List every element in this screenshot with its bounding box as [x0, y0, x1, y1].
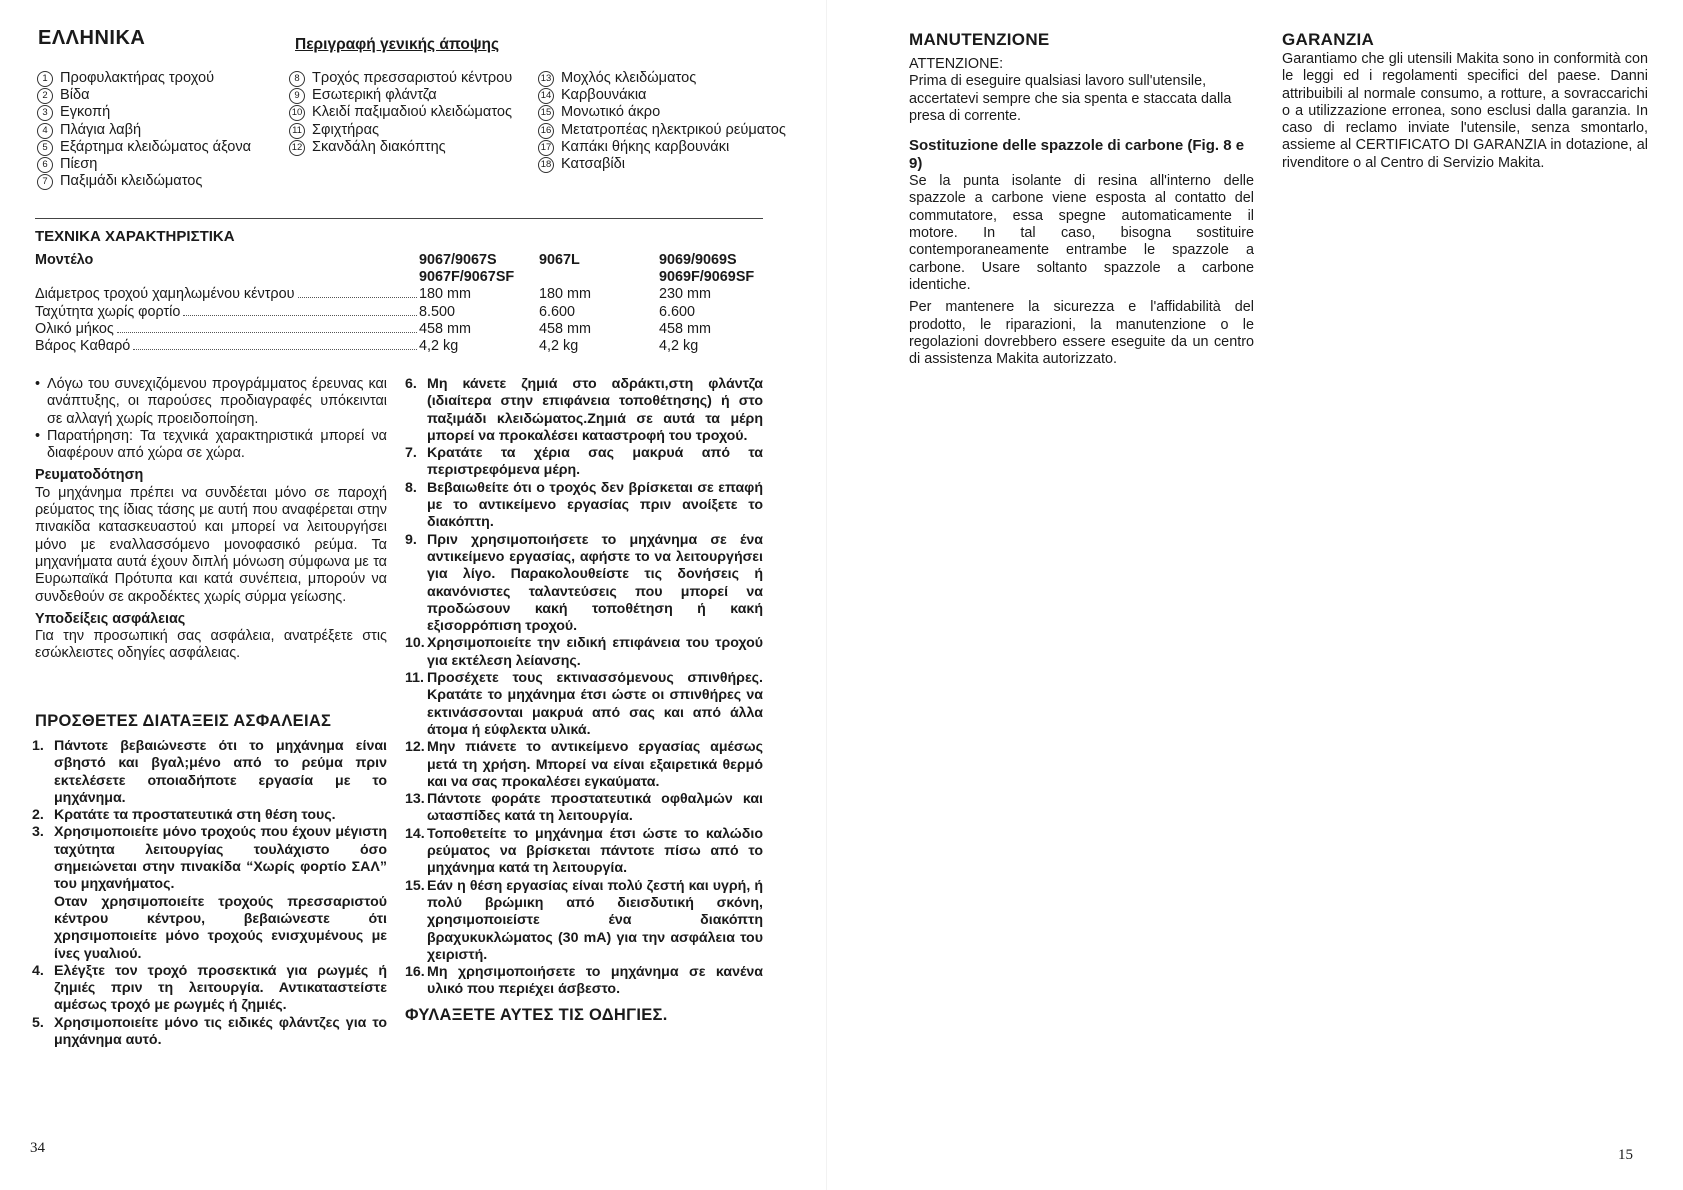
spec-label-text: Ολικό μήκος: [35, 320, 114, 337]
part-item: [536, 156, 786, 173]
part-item: [536, 122, 786, 139]
part-label: Πίεση: [60, 156, 98, 173]
rule-extra-text: Οταν χρησιμοποιείτε τροχούς πρεσσαριστού κέντρου κέντρου, βεβαιώνεστε ότι χρησιμοποιείτε μόνο τροχούς ενισχυμένους με ίνες γυαλιού.: [54, 893, 387, 962]
safety-rule: [405, 791, 763, 826]
spec-label: [35, 321, 419, 338]
safety-rule: [405, 376, 763, 445]
model-name: 9069/9069S 9069F/9069SF: [659, 252, 755, 286]
part-item: [536, 87, 786, 104]
safety-rule: [32, 1015, 387, 1050]
rule-text: Μη κάνετε ζημιά στο αδράκτι,στη φλάντζα (ιδιαίτερα στην επιφάνεια τοποθέτησης) ή στο παξιμάδι κλειδώματος.Ζημιά σε αυτά τα μέρη μπορεί να προκαλέσει καταστροφή του τροχού.: [427, 376, 763, 444]
rule-number: 8.: [405, 479, 417, 496]
spec-label-cell: [35, 338, 419, 355]
part-item: [35, 122, 270, 139]
rule-number: 16.: [405, 964, 425, 981]
spec-row: [35, 338, 763, 355]
part-item: [287, 139, 527, 156]
divider: [35, 218, 763, 219]
reliability-text: Per mantenere la sicurezza e l'affidabilità del prodotto, le riparazioni, la manutenzione o le regolazioni dovrebbero essere eseguite da un centro di assistenza Makita autorizzato.: [909, 299, 1254, 368]
dot-leader: [298, 297, 418, 298]
rule-text: Πριν χρησιμοποιήσετε το μηχάνημα σε ένα αντικείμενο εργασίας, αφήστε το να λειτουργήσει για λίγο. Παρακολουθείστε τις δονήσεις ή ακανόνιστες ταλαντεύσεις που μπορεί να προδώσουν κακή τοποθέτηση ή κακή εξισορρόπιση τροχού.: [427, 531, 763, 635]
part-number-badge: 15: [538, 105, 554, 121]
part-label: Εγκοπή: [60, 104, 111, 121]
spec-label-cell: [35, 304, 419, 321]
parts-list-col1: [35, 70, 270, 190]
rule-number: 15.: [405, 877, 425, 894]
spec-value: 4,2 kg: [539, 338, 579, 355]
part-item: [35, 87, 270, 104]
part-label: Σκανδάλη διακόπτης: [312, 138, 446, 155]
safety-rule: [405, 445, 763, 480]
rule-number: 4.: [32, 962, 44, 979]
part-label: Πλάγια λαβή: [60, 121, 142, 138]
brushes-text: Se la punta isolante di resina all'interno delle spazzole a carbone viene esposta al contatto del commutatore, essa spegne automaticamente il motore. In tal caso, bisogna sostituire contemporaneamente entrambe le spazzole a carbone. Usare soltanto spazzole a carbone identiche.: [909, 173, 1254, 293]
left-page: [0, 0, 810, 1190]
spec-value: 180 mm: [419, 286, 471, 303]
part-item: [287, 104, 527, 121]
rule-text: Χρησιμοποιείτε μόνο τις ειδικές φλάντζες για το μηχάνημα αυτό.: [54, 1014, 387, 1049]
rule-text: Μη χρησιμοποιήσετε το μηχάνημα σε κανένα υλικό που περιέχει άσβεστο.: [427, 964, 763, 998]
rule-number: 12.: [405, 739, 425, 756]
safety-rule: [32, 738, 387, 807]
brushes-title: Sostituzione delle spazzole di carbone (Fig. 8 e 9): [909, 137, 1245, 173]
part-number-badge: 6: [37, 157, 53, 173]
part-label: Τροχός πρεσσαριστού κέντρου: [312, 70, 513, 86]
safety-rule: [32, 963, 387, 1015]
warranty-text: Garantiamo che gli utensili Makita sono in conformità con le leggi ed i regolamenti specifici del paese. Danni attribuibili al normale consumo, a rotture, a sovraccarichi o a utilizzazione erronea, sono esclusi dalla garanzia. In caso di reclamo inviate l'utensile, senza smontarlo, assieme al CERTIFICATO DI GARANZIA in dotazione, al rivenditore o al Centro di Servizio Makita.: [1282, 51, 1648, 171]
rule-text: Μην πιάνετε το αντικείμενο εργασίας αμέσως μετά τη χρήση. Μπορεί να είναι εξαιρετικά θερμό και να σας προκαλέσει εγκαύματα.: [427, 739, 763, 790]
power-text: Το μηχάνημα πρέπει να συνδέεται μόνο σε παροχή ρεύματος της ίδιας τάσης με αυτή που αναφέρεται στην πινακίδα κατασκευαστού και μπορεί να λειτουργήσει μόνο με εναλλασσόμενο μονοφασικό ρεύμα. Τα μηχανήματα αυτά έχουν διπλή μόνωση σύμφωνα με τα Ευρωπαϊκά Πρότυπα και κατά συνέπεια, μπορούν να συνδεθούν σε ακροδέκτες χωρίς σύρμα γείωσης.: [35, 484, 387, 605]
rule-number: 14.: [405, 825, 425, 842]
dot-leader: [183, 315, 417, 316]
safety-rule: [405, 635, 763, 670]
rule-text: Κρατάτε τα χέρια σας μακρυά από τα περιστρεφόμενα μέρη.: [427, 445, 763, 479]
part-number-badge: 3: [37, 105, 53, 121]
part-label: Μονωτικό άκρο: [561, 104, 661, 121]
part-number-badge: 5: [37, 140, 53, 156]
maintenance-section: [909, 30, 1254, 368]
rule-text: Εάν η θέση εργασίας είναι πολύ ζεστή και υγρή, ή πολύ βρώμικη από διεισδυτική σκόνη, χρησιμοποιείστε ένα διακόπτη βραχυκυκλώματος (30 mA) για την ασφάλεια του χειριστή.: [427, 877, 763, 963]
spec-label-cell: [35, 321, 419, 338]
part-number-badge: 10: [289, 105, 305, 121]
rule-text: Ελέγξτε τον τροχό προσεκτικά για ρωγμές ή ζημιές πριν τη λειτουργία. Αντικαταστείστε αμέσως τροχό με ρωγμές ή ζημιές.: [54, 962, 387, 1014]
safety-rule: [405, 532, 763, 636]
power-title: Ρευματοδότηση: [35, 467, 144, 484]
part-label: Παξιμάδι κλειδώματος: [60, 173, 203, 190]
safety-hint-title: Υποδείξεις ασφάλειας: [35, 610, 186, 627]
part-item: [35, 173, 270, 190]
spec-value: 4,2 kg: [419, 338, 459, 355]
spec-row: [35, 321, 763, 338]
rule-number: 13.: [405, 791, 425, 808]
right-page: [842, 0, 1683, 1190]
rule-number: 2.: [32, 807, 44, 824]
part-label: Καρβουνάκια: [561, 87, 647, 104]
part-label: Καπάκι θήκης καρβουνάκι: [561, 138, 730, 155]
part-label: Σφιχτήρας: [312, 121, 380, 138]
part-number-badge: 9: [289, 88, 305, 104]
rule-number: 6.: [405, 376, 417, 392]
spec-label: [35, 286, 419, 303]
spec-value: 458 mm: [419, 320, 471, 337]
spec-value: 6.600: [659, 303, 696, 320]
spec-label: [35, 338, 419, 355]
safety-rule: [405, 480, 763, 532]
part-number-badge: 1: [37, 71, 53, 87]
part-label: Προφυλακτήρας τροχού: [60, 70, 215, 86]
attention-label: ATTENZIONE:: [909, 56, 1004, 72]
rule-text: Πάντοτε βεβαιώνεστε ότι το μηχάνημα είναι σβηστό και βγαλ;μένο από το ρεύμα πριν εκτελέσετε οποιαδήποτε εργασία με το μηχάνημα.: [54, 738, 387, 806]
rule-text: Χρησιμοποιείτε την ειδική επιφάνεια του τροχού για εκτέλεση λείανσης.: [427, 635, 763, 669]
part-number-badge: 7: [37, 174, 53, 190]
spec-row: [35, 286, 763, 303]
part-number-badge: 4: [37, 123, 53, 139]
spec-label-text: Βάρος Καθαρό: [35, 338, 131, 355]
rule-number: 1.: [32, 738, 44, 754]
spec-value: 230 mm: [659, 286, 711, 303]
safety-rule: [405, 739, 763, 791]
spec-row: [35, 304, 763, 321]
attention-text: Prima di eseguire qualsiasi lavoro sull'utensile, accertatevi sempre che sia spenta e staccata dalla presa di corrente.: [909, 73, 1232, 124]
spec-label-cell: [35, 286, 419, 303]
page-number: 15: [1618, 1147, 1633, 1163]
part-item: [35, 104, 270, 121]
overview-title: Περιγραφή γενικής άποψης: [295, 36, 500, 53]
parts-list-col2: [287, 70, 527, 156]
part-number-badge: 12: [289, 140, 305, 156]
rule-number: 9.: [405, 531, 417, 548]
spec-value: 4,2 kg: [659, 338, 699, 355]
part-item: [287, 87, 527, 104]
part-number-badge: 11: [289, 123, 305, 139]
part-item: [287, 122, 527, 139]
parts-list-col3: [536, 70, 786, 173]
spec-value: 458 mm: [539, 320, 591, 337]
part-number-badge: 13: [538, 71, 554, 87]
safety-hint-text: Για την προσωπική σας ασφάλεια, ανατρέξετε στις εσώκλειστες οδηγίες ασφάλειας.: [35, 628, 387, 662]
spec-value: 180 mm: [539, 286, 591, 303]
rule-text: Τοποθετείτε το μηχάνημα έτσι ώστε το καλώδιο ρεύματος να βρίσκεται πάντοτε πίσω από το μηχάνημα κατά τη λειτουργία.: [427, 825, 763, 877]
safety-rules-1-5: [32, 738, 387, 1049]
rule-text: Χρησιμοποιείτε μόνο τροχούς που έχουν μέγιστη ταχύτητα λειτουργίας τουλάχιστο όσο σημειώνεται στην πινακίδα “Χωρίς φορτίο ΣΑΛ” του μηχανήματος.: [54, 824, 387, 893]
spec-notes: [35, 376, 387, 462]
part-item: [536, 70, 786, 87]
safety-rule: [405, 670, 763, 739]
specs-table: [35, 252, 763, 355]
spec-note: • Παρατήρηση: Τα τεχνικά χαρακτηριστικά μπορεί να διαφέρουν από χώρα σε χώρα.: [35, 428, 387, 463]
part-label: Μοχλός κλειδώματος: [561, 70, 697, 86]
safety-rule: [405, 878, 763, 964]
part-item: [287, 70, 527, 87]
part-number-badge: 14: [538, 88, 554, 104]
spec-label-text: Ταχύτητα χωρίς φορτίο: [35, 303, 181, 320]
part-number-badge: 18: [538, 157, 554, 173]
part-label: Κατσαβίδι: [561, 156, 625, 173]
model-name: 9067/9067S 9067F/9067SF: [419, 252, 515, 286]
rule-number: 7.: [405, 445, 417, 462]
part-item: [35, 156, 270, 173]
safety-rule: [405, 826, 763, 878]
part-label: Εσωτερική φλάντζα: [312, 87, 437, 104]
part-item: [35, 139, 270, 156]
part-number-badge: 17: [538, 140, 554, 156]
extra-safety-title: ΠΡΟΣΘΕΤΕΣ ΔΙΑΤΑΞΕΙΣ ΑΣΦΑΛΕΙΑΣ: [35, 712, 332, 730]
safety-rules-6-16: [405, 376, 763, 999]
spec-label: [35, 304, 419, 321]
model-name: 9067L: [539, 252, 580, 268]
keep-instructions-title: ΦΥΛΑΞΕΤΕ ΑΥΤΕΣ ΤΙΣ ΟΔΗΓΙΕΣ.: [405, 1006, 668, 1024]
part-number-badge: 8: [289, 71, 305, 87]
part-number-badge: 16: [538, 123, 554, 139]
part-item: [536, 139, 786, 156]
safety-rule: [32, 807, 387, 824]
specs-title: ΤΕΧΝΙΚΑ ΧΑΡΑΚΤΗΡΙΣΤΙΚΑ: [35, 228, 235, 245]
spec-note: • Λόγω του συνεχιζόμενου προγράμματος έρευνας και ανάπτυξης, οι παρούσες προδιαγραφές υπόκεινται σε αλλαγή χωρίς προειδοποίηση.: [35, 376, 387, 428]
part-label: Κλειδί παξιμαδιού κλειδώματος: [312, 104, 513, 121]
dot-leader: [133, 349, 417, 350]
spec-label-text: Διάμετρος τροχού χαμηλωμένου κέντρου: [35, 286, 295, 303]
rule-text: Κρατάτε τα προστατευτικά στη θέση τους.: [54, 807, 336, 824]
part-item: [35, 70, 270, 87]
spec-value: 8.500: [419, 303, 456, 320]
rule-number: 11.: [405, 670, 424, 687]
model-label: Μοντέλο: [35, 252, 94, 268]
safety-rule: [32, 824, 387, 962]
warranty-title: GARANZIA: [1282, 30, 1375, 49]
maintenance-title: MANUTENZIONE: [909, 30, 1050, 49]
rule-number: 3.: [32, 824, 44, 841]
part-label: Μετατροπέας ηλεκτρικού ρεύματος: [561, 121, 786, 138]
page-fold: [826, 0, 827, 1190]
part-label: Βίδα: [60, 87, 90, 104]
rule-text: Βεβαιωθείτε ότι ο τροχός δεν βρίσκεται σε επαφή με το αντικείμενο εργασίας πριν ανοίξετε το διακόπτη.: [427, 479, 763, 531]
warranty-section: [1282, 30, 1648, 172]
part-label: Εξάρτημα κλειδώματος άξονα: [60, 138, 252, 155]
specs-header-row: [35, 252, 763, 286]
part-number-badge: 2: [37, 88, 53, 104]
spec-value: 458 mm: [659, 320, 711, 337]
rule-number: 5.: [32, 1014, 44, 1031]
rule-text: Πάντοτε φοράτε προστατευτικά οφθαλμών και ωτασπίδες κατά τη λειτουργία.: [427, 791, 763, 825]
language-heading: ΕΛΛΗΝΙΚΑ: [38, 27, 146, 49]
rule-text: Προσέχετε τους εκτινασσόμενους σπινθήρες. Κρατάτε το μηχάνημα έτσι ώστε οι σπινθήρες να εκτινάσσονται μακρυά από σας και από άλλα άτομα ή εύφλεκτα υλικά.: [427, 670, 763, 738]
spec-value: 6.600: [539, 303, 576, 320]
dot-leader: [117, 332, 417, 333]
safety-rule: [405, 964, 763, 999]
page-number: 34: [30, 1140, 45, 1156]
part-item: [536, 104, 786, 121]
rule-number: 10.: [405, 635, 425, 652]
left-lower-column: [35, 376, 387, 663]
